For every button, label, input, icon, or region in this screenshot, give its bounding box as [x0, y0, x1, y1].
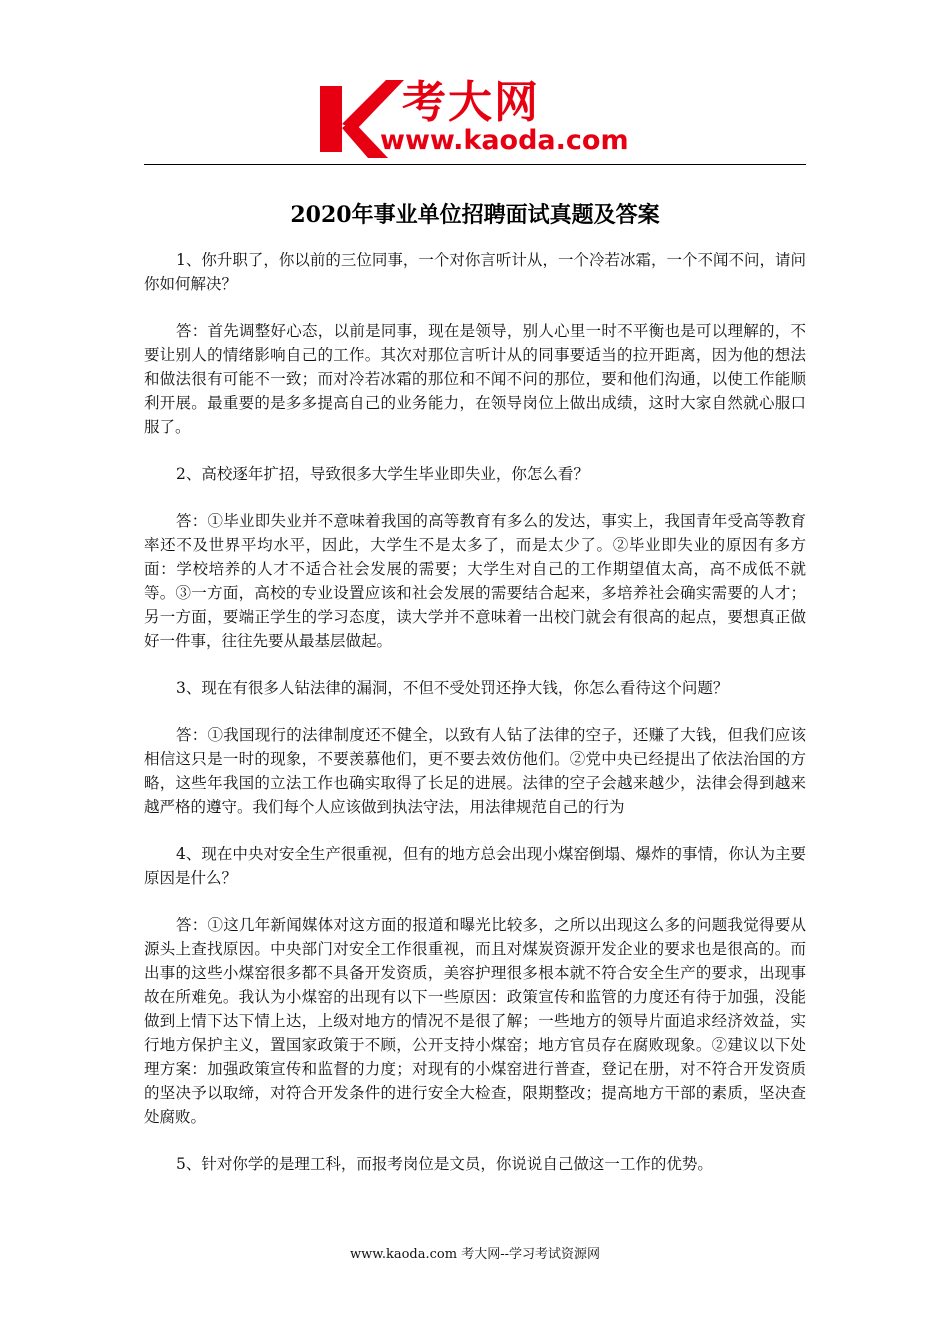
question-5: 5、针对你学的是理工科，而报考岗位是文员，你说说自己做这一工作的优势。	[176, 1155, 713, 1173]
answer-1: 答：首先调整好心态，以前是同事，现在是领导，别人心里一时不平衡也是可以理解的，不要让别人的情绪影响自己的工作。其次对那位言听计从的同事要适当的拉开距离，因为他的想法和做法很有可能不一致；而对冷若冰霜的那位和不闻不问的那位，要和他们沟通，以使工作能顺利开展。最重要的是多多提高自己的业务能力，在领导岗位上做出成绩，这时大家自然就心服口服了。	[144, 322, 806, 436]
header-divider	[144, 164, 806, 165]
question-2: 2、高校逐年扩招，导致很多大学生毕业即失业，你怎么看？	[176, 465, 589, 483]
answer-3: 答：①我国现行的法律制度还不健全，以致有人钻了法律的空子，还赚了大钱，但我们应该相信这只是一时的现象，不要羡慕他们，更不要去效仿他们。②党中央已经提出了依法治国的方略，这些年我国的立法工作也确实取得了长足的进展。法律的空子会越来越少，法律会得到越来越严格的遵守。我们每个人应该做到执法守法，用法律规范自己的行为	[144, 726, 806, 816]
document-body	[144, 248, 806, 1199]
logo-url: www.kaoda.com	[380, 125, 629, 156]
document-title: 2020年事业单位招聘面试真题及答案	[290, 201, 660, 228]
kaoda-logo[interactable]	[316, 78, 646, 160]
question-1: 1、你升职了，你以前的三位同事，一个对你言听计从，一个冷若冰霜，一个不闻不问，请问你如何解决？	[144, 251, 806, 293]
page-footer: www.kaoda.com 考大网--学习考试资源网	[350, 1247, 600, 1262]
logo-wordmark: 考大网	[402, 77, 540, 128]
question-4: 4、现在中央对安全生产很重视，但有的地方总会出现小煤窑倒塌、爆炸的事情，你认为主要原因是什么？	[144, 845, 806, 887]
answer-4: 答：①这几年新闻媒体对这方面的报道和曝光比较多，之所以出现这么多的问题我觉得要从源头上查找原因。中央部门对安全工作很重视，而且对煤炭资源开发企业的要求也是很高的。而出事的这些小煤窑很多都不具备开发资质，美容护理很多根本就不符合安全生产的要求，出现事故在所难免。我认为小煤窑的出现有以下一些原因：政策宣传和监管的力度还有待于加强，没能做到上情下达下情上达，上级对地方的情况不是很了解；一些地方的领导片面追求经济效益，实行地方保护主义，置国家政策于不顾，公开支持小煤窑；地方官员存在腐败现象。②建议以下处理方案：加强政策宣传和监督的力度；对现有的小煤窑进行普查，登记在册，对不符合开发资质的坚决予以取缔，对符合开发条件的进行安全大检查，限期整改；提高地方干部的素质，坚决查处腐败。	[144, 916, 806, 1126]
answer-2: 答：①毕业即失业并不意味着我国的高等教育有多么的发达，事实上，我国青年受高等教育率还不及世界平均水平，因此，大学生不是太多了，而是太少了。②毕业即失业的原因有多方面：学校培养的人才不适合社会发展的需要；大学生对自己的工作期望值太高，高不成低不就等。③一方面，高校的专业设置应该和社会发展的需要结合起来，多培养社会确实需要的人才；另一方面，要端正学生的学习态度，读大学并不意味着一出校门就会有很高的起点，要想真正做好一件事，往往先要从最基层做起。	[144, 512, 806, 650]
question-3: 3、现在有很多人钻法律的漏洞，不但不受处罚还挣大钱，你怎么看待这个问题？	[176, 679, 729, 697]
